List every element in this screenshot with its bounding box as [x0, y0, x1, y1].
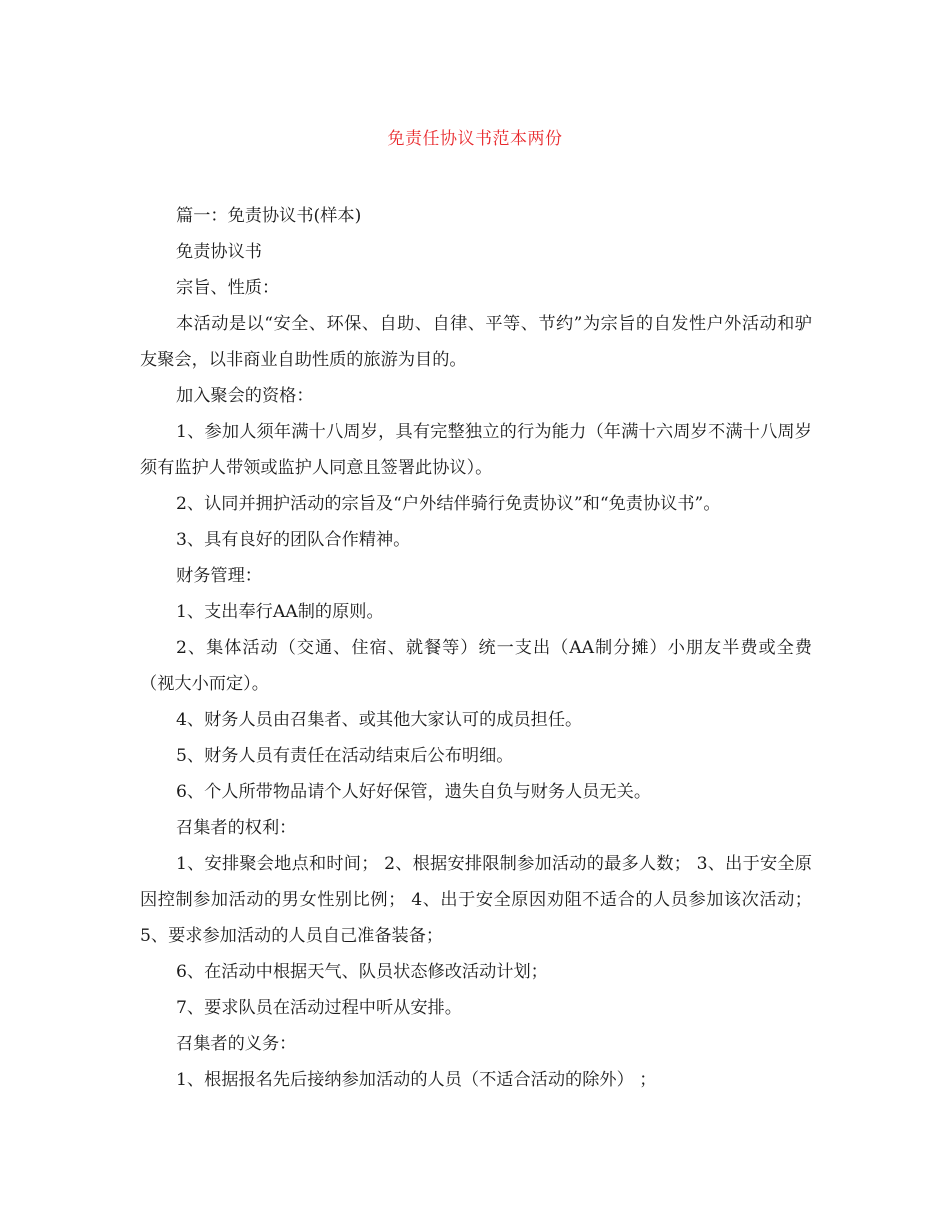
paragraph-finance-1: 1、支出奉行AA制的原则。: [176, 602, 384, 622]
paragraph-qualification-heading: 加入聚会的资格：: [176, 386, 314, 406]
paragraph-finance-4: 4、财务人员由召集者、或其他大家认可的成员担任。: [176, 710, 583, 730]
paragraph-organizer-rights-heading: 召集者的权利：: [176, 818, 297, 838]
paragraph-finance-5: 5、财务人员有责任在活动结束后公布明细。: [176, 746, 514, 766]
paragraph-subtitle: 免责协议书: [176, 242, 262, 262]
document-body: [140, 198, 812, 1098]
paragraph-finance-heading: 财务管理：: [176, 566, 262, 586]
paragraph-qualification-1: 1、参加人须年满十八周岁，具有完整独立的行为能力（年满十六周岁不满十八周岁须有监护人带领或监护人同意且签署此协议）。: [140, 422, 812, 478]
document-title: 免责任协议书范本两份: [387, 129, 563, 149]
paragraph-qualification-3: 3、具有良好的团队合作精神。: [176, 530, 411, 550]
paragraph-organizer-rights-1-5: 1、安排聚会地点和时间； 2、根据安排限制参加活动的最多人数； 3、出于安全原因控制参加活动的男女性别比例； 4、出于安全原因劝阻不适合的人员参加该次活动； 5、要求参加活动的人员自己准备装备；: [140, 854, 812, 946]
paragraph-finance-2: 2、集体活动（交通、住宿、就餐等）统一支出（AA制分摊）小朋友半费或全费（视大小而定）。: [140, 638, 812, 694]
paragraph-finance-6: 6、个人所带物品请个人好好保管，遗失自负与财务人员无关。: [176, 782, 652, 802]
paragraph-purpose-text: 本活动是以“安全、环保、自助、自律、平等、节约”为宗旨的自发性户外活动和驴友聚会，以非商业自助性质的旅游为目的。: [140, 314, 812, 370]
paragraph-qualification-2: 2、认同并拥护活动的宗旨及“户外结伴骑行免责协议”和“免责协议书”。: [176, 494, 721, 514]
paragraph-purpose-heading: 宗旨、性质：: [176, 278, 280, 298]
paragraph-organizer-rights-6: 6、在活动中根据天气、队员状态修改活动计划；: [176, 962, 548, 982]
paragraph-organizer-duties-1: 1、根据报名先后接纳参加活动的人员（不适合活动的除外） ；: [176, 1070, 657, 1090]
paragraph-section-heading: 篇一：免责协议书(样本): [176, 206, 362, 226]
paragraph-organizer-rights-7: 7、要求队员在活动过程中听从安排。: [176, 998, 462, 1018]
paragraph-organizer-duties-heading: 召集者的义务：: [176, 1034, 297, 1054]
